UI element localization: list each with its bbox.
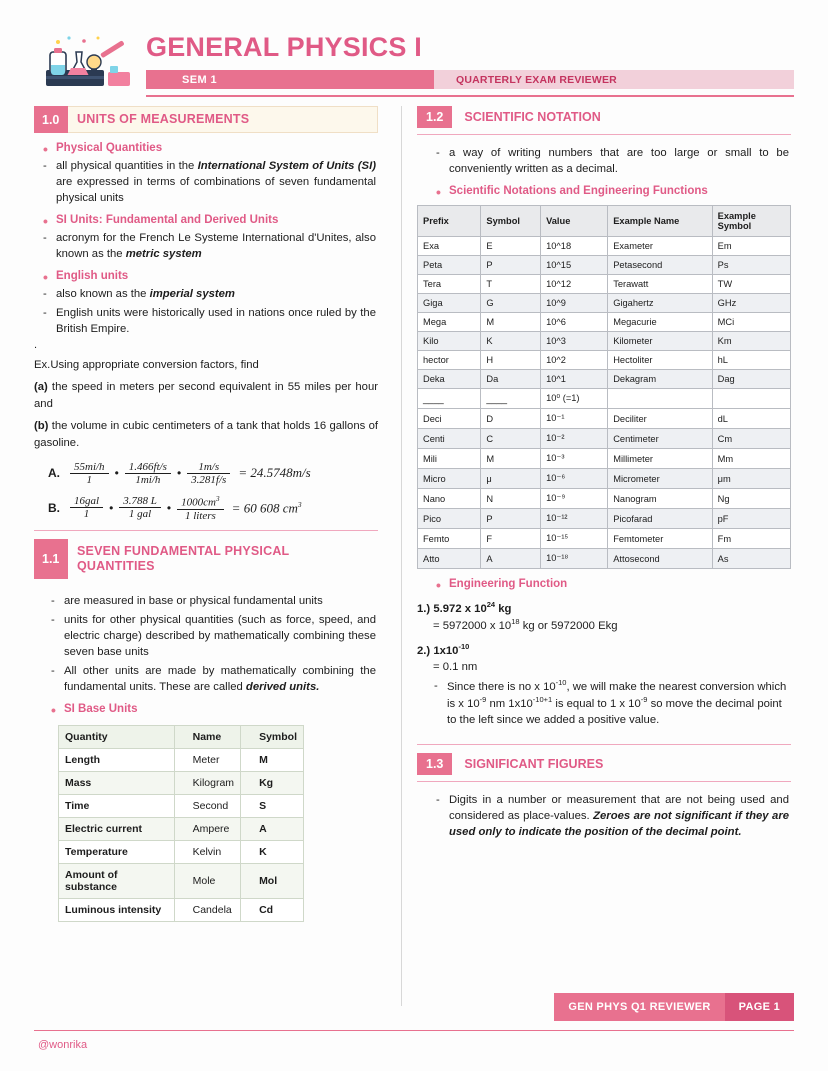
section-1-0-heading [34, 106, 378, 133]
science-illustration-icon [38, 32, 142, 92]
cell-quantity: Length [59, 748, 175, 771]
cell-example-symbol: dL [712, 409, 790, 429]
list-item: • SI Units: Fundamental and Derived Units [56, 213, 378, 228]
cell-value: 10⁰ (=1) [541, 389, 608, 409]
numerator: 1.466ft/s [125, 461, 171, 474]
footer-divider [34, 1030, 794, 1031]
cell-example-symbol: MCi [712, 313, 790, 332]
cell-symbol: M [481, 449, 541, 469]
text: so move the decimal point to the left since we added a positive value. [447, 697, 782, 727]
si-base-units-bullet-list [34, 702, 378, 717]
engineering-example-1-result [433, 617, 791, 634]
section-1-1-list [34, 593, 378, 695]
list-item: - units for other physical quantities (such as force, speed, and electric charge) described by mathematically combining these seven base units [64, 612, 378, 660]
cell-example-name [608, 389, 712, 409]
cell-example-name: Picofarad [608, 509, 712, 529]
text: all physical quantities in the [56, 159, 198, 172]
section-1-2-list [417, 145, 791, 177]
table-row [418, 313, 791, 332]
text: All other units are made by mathematically combining the fundamental units. These are called [64, 664, 376, 693]
cell-name: Kilogram [174, 771, 240, 794]
cell-symbol: G [481, 294, 541, 313]
cell-example-name: Deciliter [608, 409, 712, 429]
numerator: 1m/s [187, 461, 230, 474]
footer-banner [554, 993, 794, 1021]
denominator: 1mi/h [135, 473, 161, 486]
page-header [34, 26, 794, 98]
cell-symbol: T [481, 275, 541, 294]
table-row [418, 256, 791, 275]
cell-symbol: K [241, 840, 304, 863]
table-row-separator [418, 389, 791, 409]
text: 1000cm [181, 496, 216, 509]
text: kg [495, 602, 512, 615]
si-base-units-table [58, 725, 304, 922]
numerator: 16gal [70, 495, 103, 508]
table-row [418, 370, 791, 389]
cell-name: Kelvin [174, 840, 240, 863]
fraction [119, 495, 161, 520]
cell-prefix: Pico [418, 509, 481, 529]
text: , we will make the nearest conversion which is x 10 [447, 680, 787, 710]
example-b [34, 418, 378, 451]
cell-value: 10⁻¹² [541, 509, 608, 529]
page-title: GENERAL PHYSICS I [146, 32, 422, 62]
cell-symbol: E [481, 237, 541, 256]
section-1-1-title: SEVEN FUNDAMENTAL PHYSICAL QUANTITIES [77, 543, 290, 573]
table-row [418, 275, 791, 294]
cell-symbol: A [241, 817, 304, 840]
column-header-example-symbol: Example Symbol [712, 206, 790, 237]
table-row [418, 549, 791, 569]
list-item: • English units [56, 269, 378, 284]
cell-value: 10^15 [541, 256, 608, 275]
table-header-row [59, 725, 304, 748]
list-item: - a way of writing numbers that are too large or small to be conveniently written as a decimal. [449, 145, 791, 177]
text: the speed in meters per second equivalent in 55 miles per hour and [34, 381, 378, 410]
cell-symbol: P [481, 509, 541, 529]
cell-example-name: Exameter [608, 237, 712, 256]
cell-symbol: C [481, 429, 541, 449]
cell-example-symbol: μm [712, 469, 790, 489]
cell-name: Candela [174, 898, 240, 921]
cell-example-name: Dekagram [608, 370, 712, 389]
cell-example-symbol: Km [712, 332, 790, 351]
cell-example-name: Kilometer [608, 332, 712, 351]
cell-symbol: Cd [241, 898, 304, 921]
column-header-prefix: Prefix [418, 206, 481, 237]
section-1-1-number: 1.1 [34, 539, 68, 579]
footer-page-label: PAGE 1 [725, 993, 794, 1021]
text: kg or 5972000 Ekg [519, 619, 618, 632]
quarter-label: QUARTERLY EXAM REVIEWER [456, 74, 617, 86]
cell-value: 10^2 [541, 351, 608, 370]
engineering-example-2-result: = 0.1 nm [433, 661, 478, 674]
fraction [177, 494, 224, 522]
cell-symbol: ____ [481, 389, 541, 409]
cell-example-name: Gigahertz [608, 294, 712, 313]
cell-example-symbol: Dag [712, 370, 790, 389]
cell-value: 10^3 [541, 332, 608, 351]
list-item [64, 663, 378, 695]
section-1-3-heading [417, 753, 791, 775]
cell-example-symbol: As [712, 549, 790, 569]
text: acronym for the French Le Systeme International d'Unites, also known as the [56, 231, 376, 260]
section-1-1-rule [34, 530, 378, 531]
cell-prefix: Deka [418, 370, 481, 389]
cell-prefix: hector [418, 351, 481, 370]
section-1-2-rule [417, 134, 791, 135]
text: are expressed in terms of combinations of seven fundamental physical units [56, 175, 376, 204]
fraction [187, 461, 230, 486]
text-emphasis: metric system [125, 248, 202, 260]
cell-symbol: D [481, 409, 541, 429]
exponent: 18 [511, 617, 520, 627]
cell-example-name: Micrometer [608, 469, 712, 489]
text: nm 1x10 [486, 697, 533, 710]
exponent: -9 [640, 694, 648, 704]
list-item: • Scientific Notations and Engineering Functions [449, 184, 791, 199]
list-item [447, 678, 791, 729]
cell-example-symbol: Fm [712, 529, 790, 549]
column-header-symbol: Symbol [241, 725, 304, 748]
cell-quantity: Time [59, 794, 175, 817]
cell-quantity: Mass [59, 771, 175, 794]
exponent: 24 [486, 599, 496, 609]
example-a [34, 379, 378, 412]
numerator [177, 494, 224, 510]
section-1-2-heading [417, 106, 791, 128]
table-row [59, 748, 304, 771]
cell-symbol: μ [481, 469, 541, 489]
section-1-3-list [417, 792, 791, 840]
cell-name: Ampere [174, 817, 240, 840]
cell-quantity: Electric current [59, 817, 175, 840]
list-item: • Engineering Function [449, 577, 791, 592]
exponent: -10 [555, 677, 567, 687]
table-row [418, 237, 791, 256]
denominator: 1 [86, 473, 93, 486]
column-header-example-name: Example Name [608, 206, 712, 237]
engineering-function-bullet [417, 577, 791, 592]
list-item: - English units were historically used in nations once ruled by the British Empire. [56, 305, 378, 337]
engineering-example-2 [417, 642, 791, 659]
cell-prefix: Mega [418, 313, 481, 332]
section-1-0-title: UNITS OF MEASUREMENTS [68, 106, 378, 133]
list-item: - are measured in base or physical fundamental units [64, 593, 378, 609]
table-row [418, 509, 791, 529]
numerator: 3.788 L [119, 495, 161, 508]
cell-value: 10⁻⁶ [541, 469, 608, 489]
section-1-3-title: SIGNIFICANT FIGURES [464, 757, 604, 772]
cell-prefix: ____ [418, 389, 481, 409]
scientific-notation-table [417, 205, 791, 569]
column-header-quantity: Quantity [59, 725, 175, 748]
exponent: -10+1 [532, 694, 553, 704]
list-item: • Physical Quantities [56, 141, 378, 156]
exponent: 3 [215, 493, 220, 503]
text-emphasis: derived units. [245, 680, 320, 693]
cell-example-symbol: Em [712, 237, 790, 256]
multiply-dot: • [176, 466, 182, 481]
right-column [411, 106, 791, 1006]
cell-value: 10^12 [541, 275, 608, 294]
semester-label: SEM 1 [182, 74, 218, 86]
section-1-3-number: 1.3 [417, 753, 452, 775]
table-row [418, 469, 791, 489]
table-row [59, 794, 304, 817]
formula-row-a [48, 461, 378, 486]
cell-symbol: Da [481, 370, 541, 389]
cell-symbol: K [481, 332, 541, 351]
cell-prefix: Peta [418, 256, 481, 275]
cell-symbol: H [481, 351, 541, 370]
text: is equal to 1 x 10 [552, 697, 641, 710]
cell-value: 10^1 [541, 370, 608, 389]
cell-example-symbol: GHz [712, 294, 790, 313]
text: = 60 608 cm [231, 499, 298, 515]
text: Digits in a number or measurement that are not being used and considered as place-values. [449, 794, 789, 823]
cell-example-symbol: hL [712, 351, 790, 370]
denominator: 1 liters [184, 509, 216, 522]
table-row [59, 898, 304, 921]
section-1-0-list [34, 141, 378, 337]
cell-prefix: Femto [418, 529, 481, 549]
numerator: 55mi/h [70, 461, 109, 474]
denominator: 3.281f/s [191, 473, 227, 486]
formula-block [48, 461, 378, 522]
text: 5.972 x 10 [433, 602, 487, 615]
text: = 5972000 x 10 [433, 619, 512, 632]
content-columns [34, 106, 794, 1006]
multiply-dot: • [109, 500, 114, 515]
cell-example-symbol: Ng [712, 489, 790, 509]
author-handle: @wonrika [38, 1039, 88, 1051]
formula-b-result [224, 500, 302, 516]
cell-symbol: Mol [241, 863, 304, 898]
section-1-0-number: 1.0 [34, 106, 68, 133]
table-header-row [418, 206, 791, 237]
section-1-2-number: 1.2 [417, 106, 452, 128]
cell-symbol: M [241, 748, 304, 771]
cell-example-symbol: TW [712, 275, 790, 294]
denominator: 1 [83, 508, 90, 521]
section-1-3-rule [417, 744, 791, 745]
column-header-name: Name [174, 725, 240, 748]
list-item [56, 286, 378, 302]
text-emphasis: International System of Units (SI) [197, 159, 376, 172]
cell-value: 10⁻² [541, 429, 608, 449]
list-item [449, 792, 791, 840]
text: the volume in cubic centimeters of a tank that holds 16 gallons of gasoline. [34, 420, 378, 449]
text: also known as the [56, 287, 150, 300]
fraction [125, 461, 171, 486]
cell-symbol: Kg [241, 771, 304, 794]
table-row [59, 771, 304, 794]
text: 2.) [417, 644, 434, 657]
engineering-example-1 [417, 600, 791, 617]
list-item [56, 158, 378, 206]
fraction [70, 461, 109, 486]
engineering-example-2-note [417, 678, 791, 729]
cell-symbol: P [481, 256, 541, 275]
cell-value: 10⁻¹⁵ [541, 529, 608, 549]
cell-symbol: A [481, 549, 541, 569]
cell-prefix: Tera [418, 275, 481, 294]
cell-symbol: N [481, 489, 541, 509]
cell-symbol: S [241, 794, 304, 817]
cell-value: 10^18 [541, 237, 608, 256]
text-emphasis: imperial system [149, 287, 235, 300]
column-header-symbol: Symbol [481, 206, 541, 237]
cell-example-symbol: Cm [712, 429, 790, 449]
list-item: • SI Base Units [64, 702, 378, 717]
list-item [56, 230, 378, 262]
cell-quantity: Luminous intensity [59, 898, 175, 921]
formula-b-label: B. [48, 500, 60, 515]
cell-prefix: Atto [418, 549, 481, 569]
denominator: 1 gal [128, 508, 152, 521]
table-row [59, 817, 304, 840]
table-row [418, 409, 791, 429]
cell-name: Second [174, 794, 240, 817]
example-a-label: (a) [34, 381, 48, 394]
formula-a-label: A. [48, 466, 60, 481]
table-row [59, 863, 304, 898]
cell-symbol: M [481, 313, 541, 332]
table-row [59, 840, 304, 863]
multiply-dot: • [114, 466, 119, 481]
table-row [418, 294, 791, 313]
cell-quantity: Amount of substance [59, 863, 175, 898]
text: 1x10 [433, 644, 459, 657]
text: 1.) [417, 602, 434, 615]
cell-value: 10⁻³ [541, 449, 608, 469]
cell-prefix: Nano [418, 489, 481, 509]
cell-example-symbol: pF [712, 509, 790, 529]
formula-row-b [48, 494, 378, 522]
cell-example-name: Petasecond [608, 256, 712, 275]
fraction [70, 495, 103, 520]
cell-example-name: Nanogram [608, 489, 712, 509]
section-1-2-title: SCIENTIFIC NOTATION [464, 110, 601, 124]
sci-notation-bullet [417, 184, 791, 199]
stray-dot: . [34, 339, 38, 352]
cell-prefix: Deci [418, 409, 481, 429]
cell-value: 10⁻¹⁸ [541, 549, 608, 569]
cell-value: 10⁻¹ [541, 409, 608, 429]
section-1-1-heading [34, 539, 378, 579]
exponent: 3 [297, 499, 302, 509]
cell-symbol: F [481, 529, 541, 549]
table-row [418, 351, 791, 370]
cell-prefix: Micro [418, 469, 481, 489]
cell-value: 10⁻⁹ [541, 489, 608, 509]
left-column [34, 106, 392, 1006]
exponent: -9 [479, 694, 487, 704]
table-row [418, 489, 791, 509]
cell-name: Meter [174, 748, 240, 771]
cell-example-name: Attosecond [608, 549, 712, 569]
example-intro: Ex.Using appropriate conversion factors, find [34, 359, 259, 372]
header-divider [146, 95, 794, 97]
table-row [418, 529, 791, 549]
cell-name: Mole [174, 863, 240, 898]
cell-example-name: Hectoliter [608, 351, 712, 370]
cell-example-symbol: Mm [712, 449, 790, 469]
cell-example-symbol: Ps [712, 256, 790, 275]
example-b-label: (b) [34, 420, 49, 433]
table-row [418, 332, 791, 351]
cell-prefix: Giga [418, 294, 481, 313]
cell-example-name: Femtometer [608, 529, 712, 549]
cell-example-name: Millimeter [608, 449, 712, 469]
cell-quantity: Temperature [59, 840, 175, 863]
cell-example-symbol [712, 389, 790, 409]
section-1-3-rule-bottom [417, 781, 791, 782]
quarter-banner [434, 70, 794, 89]
cell-prefix: Mili [418, 449, 481, 469]
multiply-dot: • [166, 500, 172, 515]
cell-value: 10^6 [541, 313, 608, 332]
cell-value: 10^9 [541, 294, 608, 313]
column-divider [401, 106, 402, 1006]
cell-example-name: Megacurie [608, 313, 712, 332]
cell-example-name: Terawatt [608, 275, 712, 294]
cell-prefix: Centi [418, 429, 481, 449]
footer-reviewer-label: GEN PHYS Q1 REVIEWER [554, 993, 724, 1021]
text: Since there is no x 10 [447, 680, 556, 693]
column-header-value: Value [541, 206, 608, 237]
cell-example-name: Centimeter [608, 429, 712, 449]
cell-prefix: Exa [418, 237, 481, 256]
cell-prefix: Kilo [418, 332, 481, 351]
formula-a-result: = 24.5748m/s [238, 465, 311, 481]
table-row [418, 449, 791, 469]
semester-badge [146, 70, 434, 89]
scientific-notation-body [418, 237, 791, 569]
exponent: -10 [458, 642, 470, 652]
table-row [418, 429, 791, 449]
text-emphasis: Zeroes are not significant if they are used only to indicate the position of the decimal point. [449, 810, 789, 839]
